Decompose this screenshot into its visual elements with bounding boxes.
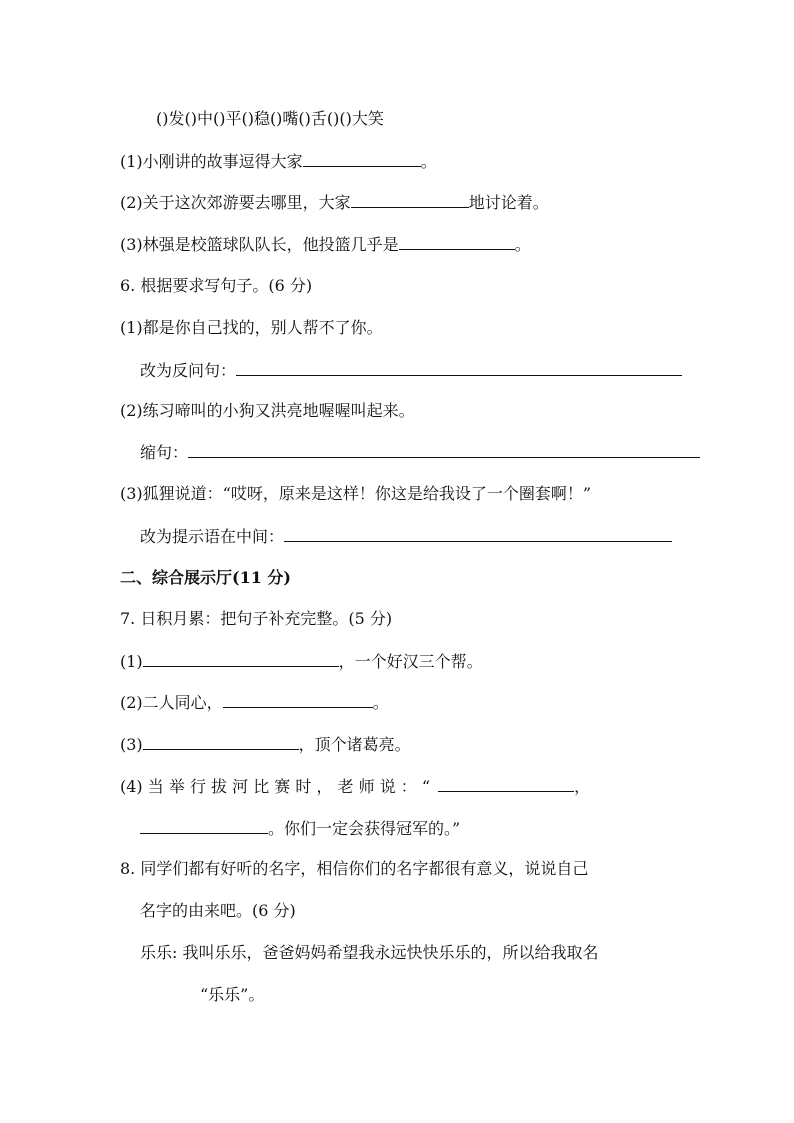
q7-item-3 — [120, 733, 411, 756]
item-label: (2) — [120, 193, 143, 212]
q6-item-1-sentence — [120, 317, 383, 339]
item-text-end: 。 — [514, 235, 531, 254]
item-text: 关于这次郊游要去哪里，大家 — [142, 193, 351, 212]
item-label: (3) — [120, 484, 143, 503]
q6-item-2-task — [140, 441, 700, 464]
item-sentence: 狐狸说道：“哎呀，原来是这样！你这是给我设了一个圈套啊！” — [142, 484, 592, 503]
item-text: 林强是校篮球队队长，他投篮几乎是 — [142, 235, 399, 254]
item-label: (4) — [120, 777, 143, 796]
answer-blank[interactable] — [303, 150, 421, 167]
answer-blank[interactable] — [284, 525, 672, 542]
answer-blank[interactable] — [399, 233, 515, 250]
item-label: (3) — [120, 235, 143, 254]
q8-answer-line-1: 乐乐: 我叫乐乐，爸爸妈妈希望我永远快快乐乐的，所以给我取名 — [140, 943, 599, 962]
item-comma: ， — [574, 777, 591, 796]
q8-answer-line-2: “乐乐”。 — [200, 985, 265, 1004]
q6-item-3-sentence — [120, 483, 591, 505]
answer-blank[interactable] — [236, 359, 682, 376]
q5-item-2 — [120, 191, 549, 214]
item-text: 。你们一定会获得冠军的。” — [268, 819, 461, 838]
q6-item-2-sentence — [120, 400, 415, 422]
answer-blank[interactable] — [351, 191, 469, 208]
item-text: 二人同心， — [142, 693, 223, 712]
item-text-end: 。 — [420, 152, 437, 171]
item-text: 小刚讲的故事逗得大家 — [142, 152, 303, 171]
item-label: (2) — [120, 693, 143, 712]
q5-item-1 — [120, 150, 437, 173]
item-text: ，一个好汉三个帮。 — [338, 652, 483, 671]
answer-blank[interactable] — [438, 775, 574, 792]
answer-blank[interactable] — [188, 441, 700, 458]
item-label: (2) — [120, 401, 143, 420]
task-label: 改为反问句： — [140, 361, 237, 380]
task-label: 改为提示语在中间： — [140, 527, 285, 546]
item-label: (1) — [120, 652, 143, 671]
q8-title-line-1: 8. 同学们都有好听的名字，相信你们的名字都很有意义，说说自己 — [120, 859, 589, 878]
item-text-end: 地讨论着。 — [468, 193, 549, 212]
section-heading: 二、综合展示厅(11 分) — [120, 568, 291, 587]
q6-item-1-task — [140, 359, 682, 382]
answer-blank[interactable] — [140, 817, 268, 834]
task-label: 缩句： — [140, 443, 189, 462]
item-sentence: 练习啼叫的小狗又洪亮地喔喔叫起来。 — [142, 401, 415, 420]
answer-blank[interactable] — [223, 691, 373, 708]
q7-item-2 — [120, 691, 389, 714]
item-text: ，顶个诸葛亮。 — [298, 735, 411, 754]
q7-item-4-line-2 — [140, 817, 460, 840]
answer-blank[interactable] — [143, 650, 339, 667]
answer-blank[interactable] — [143, 733, 299, 750]
q7-item-4-line-1 — [120, 775, 590, 798]
item-sentence: 都是你自己找的，别人帮不了你。 — [142, 318, 383, 337]
q5-word-bank: ()发()中()平()稳()嘴()舌()()大笑 — [156, 109, 384, 128]
q8-title-line-2: 名字的由来吧。(6 分) — [140, 901, 296, 920]
q5-item-3 — [120, 233, 531, 256]
q6-item-3-task — [140, 525, 672, 548]
q7-item-1 — [120, 650, 483, 673]
item-text: 当 举 行 拔 河 比 赛 时 ， 老 师 说 ： “ — [147, 777, 431, 796]
item-label: (1) — [120, 152, 143, 171]
item-label: (1) — [120, 318, 143, 337]
item-label: (3) — [120, 735, 143, 754]
q7-title: 7. 日积月累：把句子补充完整。(5 分) — [120, 609, 393, 628]
item-text-end: 。 — [372, 693, 389, 712]
q6-title: 6. 根据要求写句子。(6 分) — [120, 276, 313, 295]
